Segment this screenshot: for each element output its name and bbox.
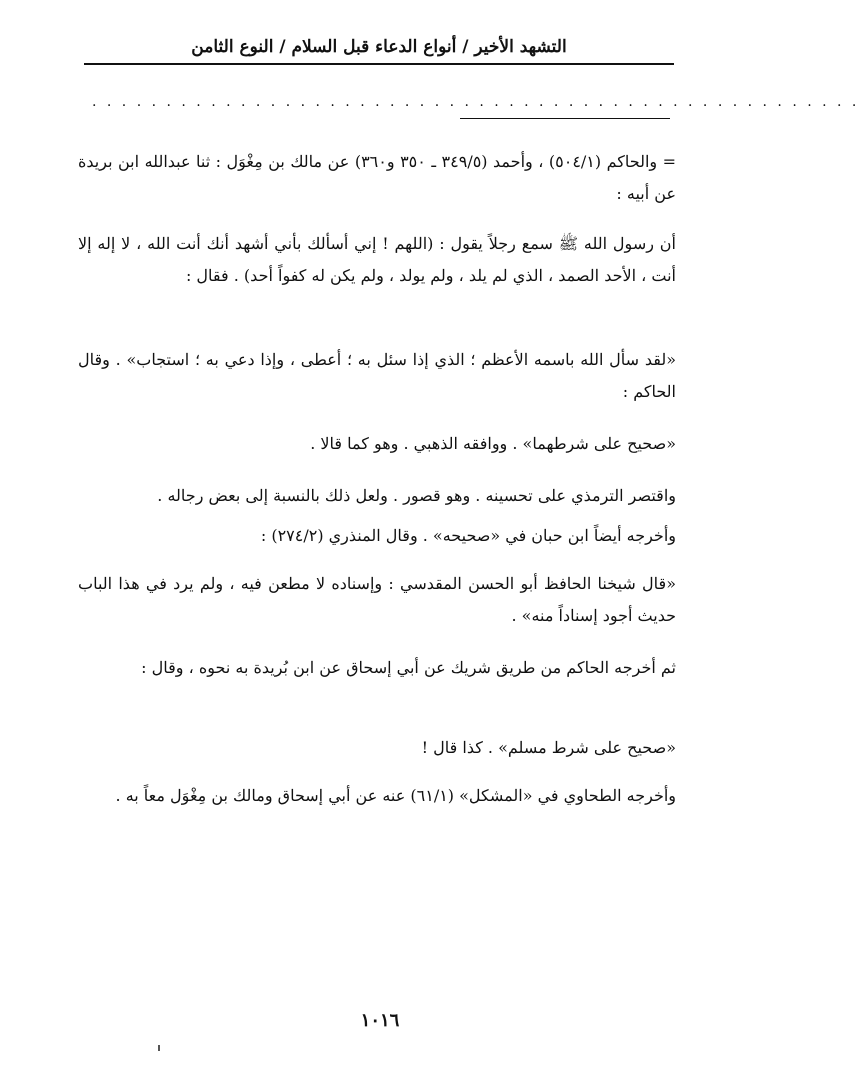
running-header: التشهد الأخير / أنواع الدعاء قبل السلام / النوع الثامن: [191, 37, 567, 57]
footnote-rule: [460, 118, 670, 119]
paragraph-8: ثم أخرجه الحاكم من طريق شريك عن أبي إسحاق عن ابن بُريدة به نحوه ، وقال :: [141, 658, 676, 677]
paragraph-2: أن رسول الله ﷺ سمع رجلاً يقول : (اللهم ! إني أسألك بأني أشهد أنك أنت الله ، لا إله إلا أنت ، الأحد الصمد ، الذي لم يلد ، ولم يولد ، ولم يكن له كفواً أحد) . فقال :: [78, 234, 676, 285]
paragraph-1: = والحاكم (٥٠٤/١) ، وأحمد (٣٤٩/٥ ـ ٣٥٠ و٣٦٠) عن مالك بن مِغْوَل : ثنا عبدالله ابن بريدة عن أبيه :: [78, 152, 677, 203]
page-number: ١٠١٦: [360, 1010, 400, 1031]
paragraph-5: واقتصر الترمذي على تحسينه . وهو قصور . ولعل ذلك بالنسبة إلى بعض رجاله .: [157, 486, 676, 505]
paragraph-9: «صحيح على شرط مسلم» . كذا قال !: [421, 738, 676, 757]
header-rule: [84, 63, 674, 65]
paragraph-6: وأخرجه أيضاً ابن حبان في «صحيحه» . وقال المنذري (٢٧٤/٢) :: [260, 526, 676, 545]
scan-speck: [158, 1045, 160, 1051]
paragraph-4: «صحيح على شرطهما» . ووافقه الذهبي . وهو كما قالا .: [310, 434, 676, 453]
paragraph-3: «لقد سأل الله باسمه الأعظم ؛ الذي إذا سئل به ؛ أعطى ، وإذا دعي به ؛ استجاب» . وقال الحاكم :: [78, 350, 676, 401]
dotted-separator: . . . . . . . . . . . . . . . . . . . . . . . . . . . . . . . . . . . . . . . . . . . . . . . . . . . .: [92, 94, 859, 110]
paragraph-10: وأخرجه الطحاوي في «المشكل» (٦١/١) عنه عن أبي إسحاق ومالك بن مِغْوَل معاً به .: [115, 786, 676, 805]
paragraph-7: «قال شيخنا الحافظ أبو الحسن المقدسي : وإسناده لا مطعن فيه ، ولم يرد في هذا الباب حديث أجود إسناداً منه» .: [78, 574, 676, 625]
